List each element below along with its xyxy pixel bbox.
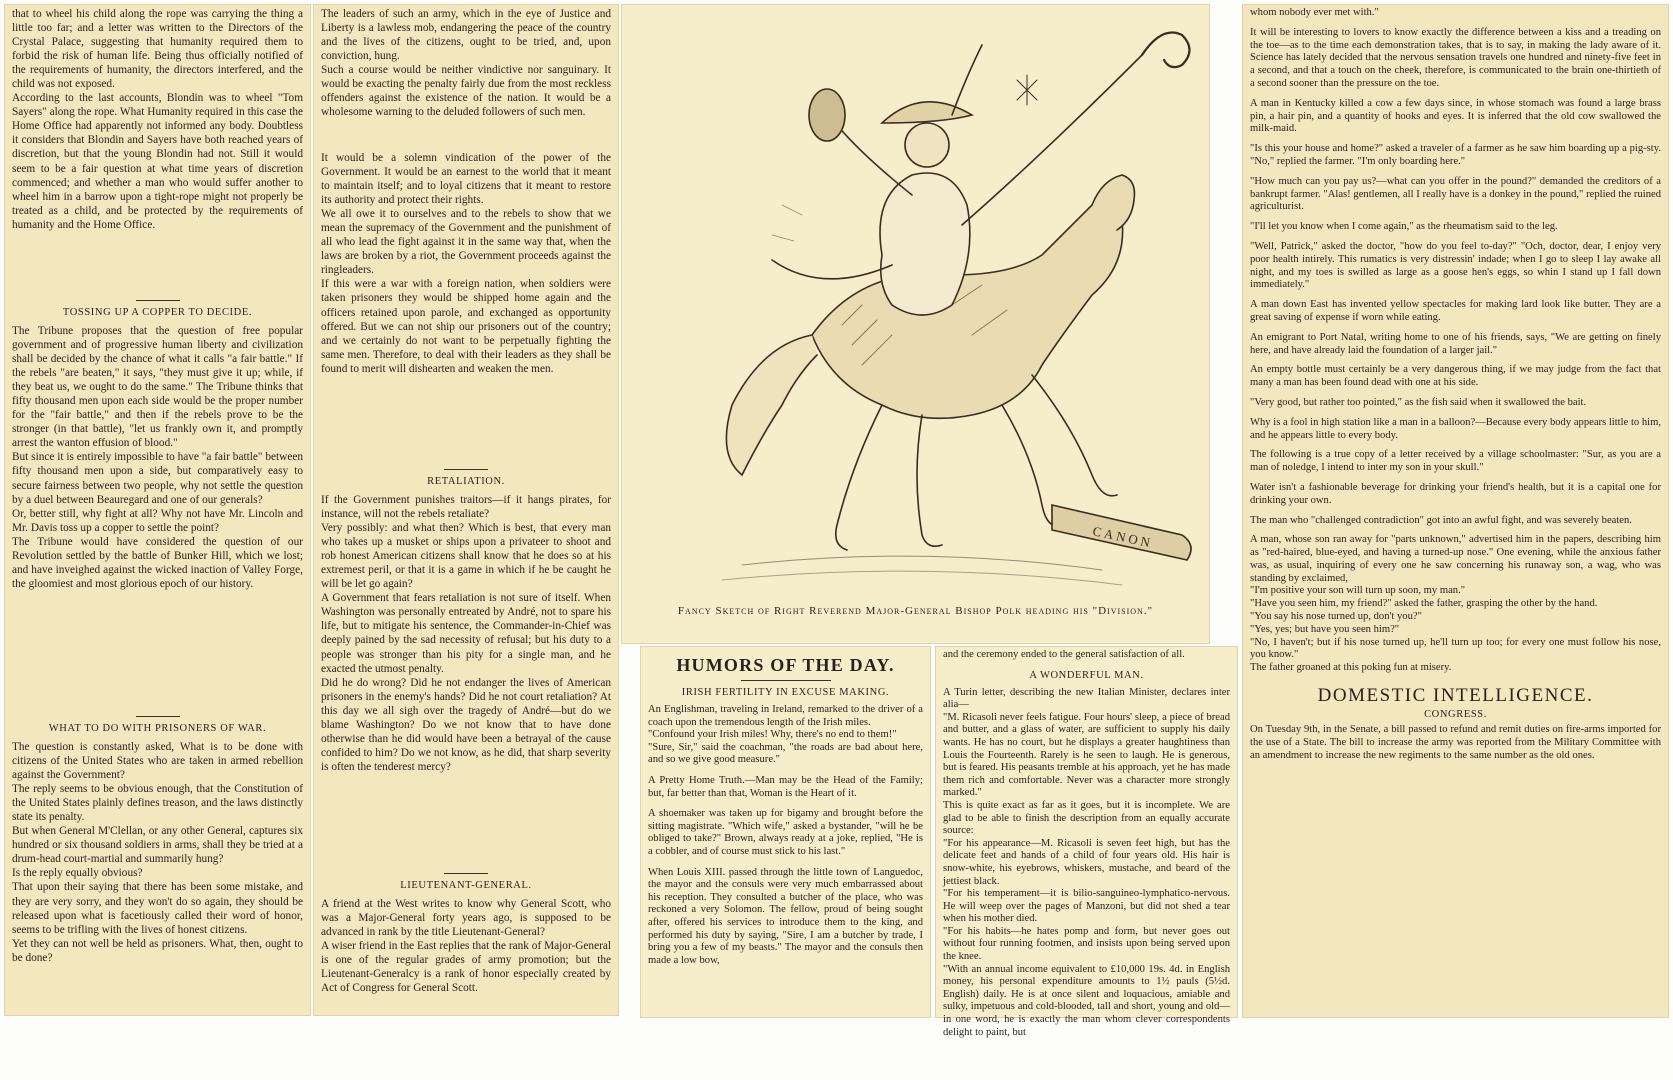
item-patrick: "Well, Patrick," asked the doctor, "how do you feel to-day?" "Och, doctor, dear, I enjoy very poor health intirely. This rumatics is very distressin' indade; when I go to sleep I lay awake all night, and my toes is swilled as large as a goose hen's eggs, so whin I stand up I fall down immediately." <box>1250 240 1661 291</box>
column-1 <box>4 4 311 1016</box>
illustration-caption: Fancy Sketch of Right Reverend Major-General Bishop Polk heading his "Division." <box>677 605 1154 617</box>
column-5-continuation: whom nobody ever met with." <box>1250 7 1379 18</box>
headline-lieutenant-general: LIEUTENANT-GENERAL. <box>400 880 532 891</box>
humor-home-truth-text: A Pretty Home Truth.—Man may be the Head of the Family; but, far better than that, Woman is the Heart of it. <box>648 774 923 799</box>
humor-irish-miles-text: An Englishman, traveling in Ireland, remarked to the driver of a coach upon the tremendous length of the Irish miles. "Confound your Irish miles! Why, there's no end to them!" "Sure, Sir," said the coachman, "the roads are bad about here, and so we give good measure." <box>648 704 923 766</box>
item-empty-bottle: An empty bottle must certainly be a very dangerous thing, if we may judge from the fact that many a man has been found dead with one at his side. <box>1250 364 1661 389</box>
article-lieutenant-general-text: A friend at the West writes to know why General Scott, who was a Major-General forty years ago, is supposed to be advanced in rank by the title Lieutenant-General? A wiser friend in the East replies that the rank of Major-General is one of the regular grades of army promotion; but the Lieutenant-Generalcy is a rank of honor especially created by Act of Congress for General Scott. <box>321 898 611 995</box>
subheading-congress: CONGRESS. <box>1424 709 1487 721</box>
item-schoolmaster: The following is a true copy of a letter received by a village schoolmaster: "Sur, as you are a man of noledge, I intend to inter my son in your skull." <box>1250 449 1661 474</box>
ceremony-end-text: and the ceremony ended to the general satisfaction of all. <box>943 649 1185 660</box>
item-pig-sty: "Is this your house and home?" asked a traveler of a farmer as he saw him boarding up a pig-sty. "No," replied the farmer. "I'm only boarding here." <box>1250 143 1661 167</box>
divider <box>741 680 831 681</box>
item-contradiction: The man who "challenged contradiction" got into an awful fight, and was severely beaten. <box>1250 514 1632 526</box>
article-prisoners-text: The question is constantly asked, What is to be done with citizens of the United States who are taken in armed rebellion against the Government? The reply seems to be obvious enough, that the Constitution of the United States plainly defines treason, and the laws distinctly state its penalty. But when General M'Clellan, or any other General, captures six hundred or six thousand soldiers in arms, shall they be tried at a drum-head court-martial and summarily hung? Is the reply equally obvious? That upon their saying that there has been some mistake, and they are very sorry, and they won't do so again, they should be released upon what is facetiously called their word of honor, seems to be trifling with the lives of honest citizens. Yet they can not well be held as prisoners. What, then, ought to be done? <box>12 741 303 964</box>
item-kentucky-cow: A man in Kentucky killed a cow a few days since, in whose stomach was found a large brass pin, a hair pin, and a quantity of hooks and eyes. It is inferred that the old cow swallowed the milk-maid. <box>1250 97 1661 135</box>
item-runaway-son: A man, whose son ran away for "parts unknown," advertised him in the papers, describing him as "red-haired, blue-eyed, and having a turned-up nose." One evening, while the anxious father was, as usual, inquiring of every one he saw concerning his runaway son, a wag, who was standing by exclaimed, "I'm positive your son will turn up soon, my man." "Have you seen him, my friend?" asked the father, grasping the other by the hand. "You say his nose turned up, don't you?" "Yes, yes; but have you seen him?" "No, I haven't; but if his nose turned up, he'll turn up too; for every one must follow his nose, you know." The father groaned at this poking fun at misery. <box>1250 534 1661 674</box>
item-bankrupt-farmer: "How much can you pay us?—what can you offer in the pound?" demanded the creditors of a bankrupt farmer. "Alas! gentlemen, all I really have is a donkey in the pound," replied the ruined agriculturist. <box>1250 175 1661 213</box>
humor-shoemaker-text: A shoemaker was taken up for bigamy and brought before the sitting magistrate. "Which wife," asked a bystander, "will he be obliged to take?" Brown, always ready at a joke, replied, "He is a cobbler, and of course must stick to his last." <box>648 808 923 857</box>
divider <box>136 716 180 717</box>
illustration-panel <box>621 4 1210 644</box>
article-retaliation-text: If the Government punishes traitors—if it hangs pirates, for instance, will not the rebels retaliate? Very possibly: and what then? Which is best, that every man who takes up a musket or ships upon a privateer to shoot and rob honest American citizens shall know that he does so at his extremest peril, or that it is a game in which if he be caught he will be let go again? A Government that fears retaliation is not sure of itself. When Washington was personally entreated by André, not to spare his life, but to mitigate his sentence, the Commander-in-Chief was deeply pained by the sad necessity of refusal; but his duty to a people was stronger than his pity for a single man, and he exacted the utmost penalty. Did he do wrong? Did he not endanger the lives of American prisoners in the enemy's hands? Did he not court retaliation? At this day we all sigh over the tragedy of André—but do we blame Washington? Do we not know that to have done otherwise than he did would have been a betrayal of the cause confided to him? Do we not know, as he did, that sharp severity is often the tenderest mercy? <box>321 494 611 773</box>
bishop-polk-illustration <box>622 5 1211 605</box>
article-wonderful-man-text: A Turin letter, describing the new Italian Minister, declares inter alia— "M. Ricasoli never feels fatigue. Four hours' sleep, a piece of bread and butter, and a glass of water, are sufficient to supply his daily wants. He has no court, but he displays a greater haughtiness than Louis the Fourteenth. Rarely is he seen to laugh. He is generous, but is feared. His peasants tremble at his approach, yet he has made them rich and comfortable. Never was a character more strongly marked." This is quite exact as far as it goes, but it is incomplete. We are glad to be able to finish the description from an equally accurate source: "For his appearance—M. Ricasoli is seven feet high, but has the delicate feet and hands of a child of four years old. His hair is snow-white, his eyebrows, whiskers, mustache, and beard of the jettiest black. "For his temperament—it is bilio-sanguineo-lymphatico-nervous. He will weep over the pages of Manzoni, but did not shed a tear when his mother died. "For his habits—he hates pomp and form, but never goes out without four running footmen, and insists upon being served upon the knee. "With an annual income equivalent to £10,000 19s. 4d. in English money, his personal expenditure amounts to 1½ pauls (5½d. English) daily. He is at once silent and loquacious, amiable and sulky, impetuous and cold-blooded, tall and short, young and old—in one word, he is exactly the man whom clever correspondents delight to paint, but <box>943 686 1230 1038</box>
article-blondin-text: that to wheel his child along the rope was carrying the thing a little too far; and a letter was written to the Directors of the Crystal Palace, suggesting that humanity required them to forbid the risk of human life. Being thus officially notified of the requirements of humanity, the directors interfered, and the child was not exposed. According to the last accounts, Blondin was to wheel "Tom Sayers" along the rope. What Humanity required in this case the Home Office had apparently not informed any body. Doubtless it considers that Blondin and Sayers have both reached years of discretion, but that the young Blondin had not. Still it would seem to be a fair question at what time years of discretion commenced; and whether a man who would suffer another to wheel him in a barrow upon a tight-rope might not properly be treated as a child, and be protected by the requirements of humanity and the Home Office. <box>12 8 303 231</box>
item-kiss-science: It will be interesting to lovers to know exactly the difference between a kiss and a treading on the toe—as to the time each demonstration takes, that is to say, in making the lady aware of it. Science has lately decided that the nervous sensation travels one hundred and ninety-five feet in a second, and that a touch on the cheek, therefore, is communicated to the brain one-thirtieth of a second sooner than the pressure on the toe. <box>1250 26 1661 89</box>
article-leaders-text: The leaders of such an army, which in the eye of Justice and Liberty is a lawless mob, endangering the peace of the country and the lives of the citizens, ought to be tried, and, upon conviction, hung. Such a course would be neither vindictive nor sanguinary. It would be exacting the penalty fairly due from the most reckless offenders against the existence of the nation. It would be a wholesome warning to the deluded followers of such men. <box>321 8 611 119</box>
headline-prisoners-of-war: WHAT TO DO WITH PRISONERS OF WAR. <box>48 723 267 734</box>
column-3 <box>640 646 931 1018</box>
canon-stone-label: CANON <box>1091 523 1155 551</box>
divider <box>444 469 488 470</box>
humor-louis-xiii-text: When Louis XIII. passed through the little town of Languedoc, the mayor and the consuls were very much embarrassed about his reception. They consulted a butcher of the place, who was reckoned a very Solomon. The fellow, proud of being sought after, offered his services to introduce them to the king, and performed his duty by saying, "Sire, I am a butcher by trade, I bring you a few of my beasts." The mayor and the consuls then made a low bow, <box>648 866 923 966</box>
headline-domestic-intelligence: DOMESTIC INTELLIGENCE. <box>1317 685 1594 707</box>
item-water: Water isn't a fashionable beverage for drinking your friend's health, but it is a capital one for drinking your own. <box>1250 481 1661 506</box>
headline-wonderful-man: A WONDERFUL MAN. <box>1029 669 1144 681</box>
item-congress-text: On Tuesday 9th, in the Senate, a bill passed to refund and remit duties on fire-arms imported for the use of a State. The bill to increase the army was reported from the Military Committee with an amendment to increase the new regiments to the same number as the old ones. <box>1250 724 1661 761</box>
divider <box>444 873 488 874</box>
headline-tossing-copper: TOSSING UP A COPPER TO DECIDE. <box>62 307 253 318</box>
headline-retaliation: RETALIATION. <box>427 476 505 487</box>
column-5 <box>1242 4 1669 1018</box>
column-4 <box>935 646 1238 1038</box>
item-yellow-spectacles: A man down East has invented yellow spectacles for making lard look like butter. They are a great saving of expense if worn while eating. <box>1250 299 1661 323</box>
divider <box>136 300 180 301</box>
headline-humors-of-the-day: HUMORS OF THE DAY. <box>676 655 895 675</box>
article-tossing-copper-text: The Tribune proposes that the question of free popular government and of progressive human liberty and civilization shall be decided by the chance of what it calls "a fair battle." If the rebels "are beaten," it says, "they must give it up; while, if they beat us, we ought to do the same." The Tribune thinks that fifty thousand men upon each side would be the proper number for the "fair battle," and then if the rebels prove to be the stronger (in that battle), "let us frankly own it, and promptly arrest the wanton effusion of blood." But since it is entirely impossible to have "a fair battle" between fifty thousand men upon a side, but comparatively easy to secure fairness between two people, why not settle the question by a duel between Beauregard and one of our generals? Or, better still, why fight at all? Why not have Mr. Lincoln and Mr. Davis toss up a copper to settle the point? The Tribune would have considered the question of our Revolution settled by the battle of Bunker Hill, which we lost; and have inveighed against the wicked inaction of Valley Forge, the gloomiest and most glorious epoch of our history. <box>12 325 303 590</box>
item-rheumatism: "I'll let you know when I come again," as the rheumatism said to the leg. <box>1250 221 1558 233</box>
article-vindication-text: It would be a solemn vindication of the power of the Government. It would be an earnest to the world that it meant to maintain itself; and to loyal citizens that it meant to restore its authority and protect their rights. We all owe it to ourselves and to the rebels to show that we mean the supremacy of the Government and the punishment of all who lead the fight against it in the same way that, when the laws are broken by a riot, the Government proceeds against the ringleaders. If this were a war with a foreign nation, when soldiers were taken prisoners they would be shipped home again and the officers retained upon parole, and exchanged as opportunity offered. But we can not ship our prisoners out of the country; and we certainly do not want to be perpetually fighting the same men. Therefore, to deal with their leaders as they shall be found to merit will dishearten and weaken the men. <box>321 152 611 375</box>
column-2 <box>313 4 619 1016</box>
item-balloon: Why is a fool in high station like a man in a balloon?—Because every body appears little to him, and he appears little to every body. <box>1250 416 1661 441</box>
headline-irish-fertility: IRISH FERTILITY IN EXCUSE MAKING. <box>681 687 890 698</box>
item-fish-bait: "Very good, but rather too pointed," as the fish said when it swallowed the bait. <box>1250 396 1587 408</box>
item-port-natal: An emigrant to Port Natal, writing home to one of his friends, says, "We are getting on finely here, and have already laid the foundation of a larger jail." <box>1250 331 1661 356</box>
